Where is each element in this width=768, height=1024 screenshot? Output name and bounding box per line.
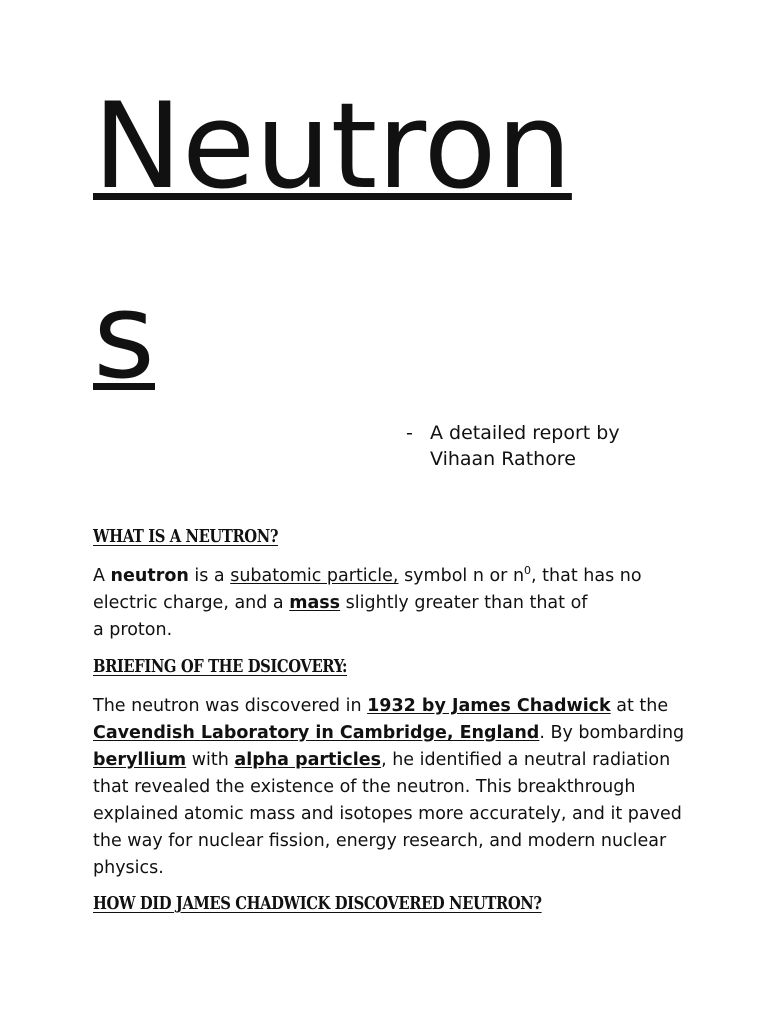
text-run: a proton. bbox=[93, 620, 173, 640]
text-run: A bbox=[93, 566, 111, 586]
section-paragraph-discovery bbox=[93, 693, 693, 882]
text-run: symbol n or n bbox=[398, 566, 525, 586]
section-heading-what-is-neutron: WHAT IS A NEUTRON? bbox=[93, 526, 279, 547]
text-run: is a bbox=[188, 566, 231, 586]
document-title-line-1: Neutron bbox=[93, 78, 572, 216]
text-run: at the bbox=[610, 696, 669, 716]
term-neutron: neutron bbox=[110, 566, 189, 586]
text-run: , that has no electric charge, and a bbox=[93, 566, 642, 613]
text-run: slightly greater than that of bbox=[340, 593, 588, 613]
text-run: , he identified a neutral radiation that revealed the existence of the neutron. This breakthrough explained atomic mass and isotopes more accurately, and it paved the way for nuclear fission, energy research, and modern nuclear physics. bbox=[93, 750, 682, 878]
term-cavendish-lab: Cavendish Laboratory in Cambridge, England bbox=[93, 723, 540, 743]
term-mass: mass bbox=[289, 593, 341, 613]
document-title-line-2: s bbox=[93, 268, 155, 406]
term-beryllium: beryllium bbox=[93, 750, 187, 770]
section-paragraph-definition bbox=[93, 563, 683, 644]
term-subatomic-particle: subatomic particle, bbox=[230, 566, 399, 586]
byline-line-1: A detailed report by bbox=[430, 422, 620, 444]
byline-dash: - bbox=[406, 422, 413, 444]
superscript-zero: 0 bbox=[524, 564, 532, 578]
byline-line-2: Vihaan Rathore bbox=[430, 448, 576, 470]
section-heading-briefing: BRIEFING OF THE DSICOVERY: bbox=[93, 656, 348, 677]
text-run: The neutron was discovered in bbox=[93, 696, 368, 716]
term-alpha-particles: alpha particles bbox=[234, 750, 382, 770]
byline bbox=[406, 420, 696, 472]
section-heading-how-discovered: HOW DID JAMES CHADWICK DISCOVERED NEUTRON? bbox=[93, 893, 542, 914]
text-run: . By bombarding bbox=[539, 723, 685, 743]
term-year-chadwick: 1932 by James Chadwick bbox=[367, 696, 611, 716]
text-run: with bbox=[186, 750, 235, 770]
